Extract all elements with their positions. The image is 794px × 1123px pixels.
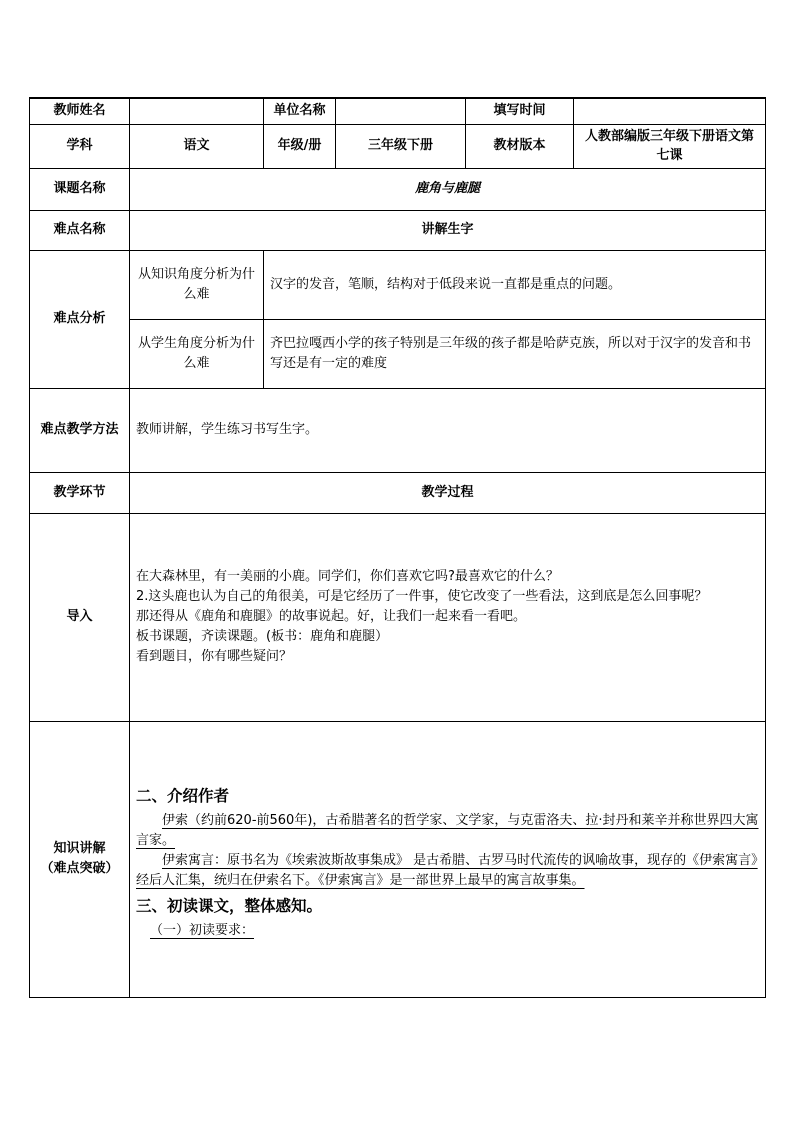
analysis-label: 难点分析 (30, 250, 130, 388)
fill-time-value[interactable] (574, 98, 766, 124)
knowledge-content (130, 721, 766, 997)
intro-line-1: 在大森林里，有一美丽的小鹿。同学们，你们喜欢它吗?最喜欢它的什么？ (136, 569, 559, 584)
section3-title: 三、初读课文，整体感知。 (136, 897, 323, 915)
lesson-plan-table (29, 97, 766, 998)
intro-line-4: 板书课题，齐读课题。(板书：鹿角和鹿腿） (136, 629, 389, 644)
stage-label: 教学环节 (30, 472, 130, 513)
row-lesson-name (30, 168, 766, 210)
intro-line-5: 看到题目，你有哪些疑问？ (136, 649, 293, 664)
difficulty-value: 讲解生字 (130, 210, 766, 250)
fill-time-label: 填写时间 (466, 98, 574, 124)
intro-line-3: 那还得从《鹿角和鹿腿》的故事说起。好，让我们一起来看一看吧。 (136, 609, 527, 624)
row-knowledge (30, 721, 766, 997)
intro-label: 导入 (30, 513, 130, 721)
row-subject-info (30, 124, 766, 168)
unit-label: 单位名称 (264, 98, 336, 124)
section2-title: 二、介绍作者 (136, 787, 230, 805)
reading-requirement-text: （一）初读要求： (150, 923, 255, 938)
row-process-header (30, 472, 766, 513)
knowledge-angle-label: 从知识角度分析为什么难 (130, 250, 264, 319)
knowledge-label-line1: 知识讲解 (53, 841, 106, 856)
knowledge-angle-text: 汉字的发音，笔顺，结构对于低段来说一直都是重点的问题。 (264, 250, 766, 319)
row-teacher-info (30, 98, 766, 124)
difficulty-label: 难点名称 (30, 210, 130, 250)
author-paragraph: 伊索（约前620-前560年)，古希腊著名的哲学家、文学家，与克雷洛夫、拉·封丹和莱辛并称世界四大寓言家。 (136, 813, 759, 848)
student-angle-label: 从学生角度分析为什么难 (130, 319, 264, 388)
subject-label: 学科 (30, 124, 130, 168)
intro-content (130, 513, 766, 721)
student-angle-text: 齐巴拉嘎西小学的孩子特别是三年级的孩子都是哈萨克族，所以对于汉字的发音和书写还是有一定的难度 (264, 319, 766, 388)
method-text: 教师讲解，学生练习书写生字。 (130, 388, 766, 472)
teacher-name-value[interactable] (130, 98, 264, 124)
aesop-paragraph: 伊索寓言：原书名为《埃索波斯故事集成》 是古希腊、古罗马时代流传的讽喻故事，现存的《伊索寓言》经后人汇集，统归在伊索名下。《伊索寓言》是一部世界上最早的寓言故事集。 (136, 853, 758, 888)
edition-value: 人教部编版三年级下册语文第七课 (574, 124, 766, 168)
method-label: 难点教学方法 (30, 388, 130, 472)
process-label: 教学过程 (130, 472, 766, 513)
reading-requirement (136, 921, 759, 941)
lesson-label: 课题名称 (30, 168, 130, 210)
teacher-name-label: 教师姓名 (30, 98, 130, 124)
grade-label: 年级/册 (264, 124, 336, 168)
row-difficulty-name (30, 210, 766, 250)
knowledge-label (30, 721, 130, 997)
subject-value: 语文 (130, 124, 264, 168)
knowledge-label-line2: （难点突破） (40, 861, 119, 876)
row-intro (30, 513, 766, 721)
row-analysis-student (30, 319, 766, 388)
grade-value: 三年级下册 (336, 124, 466, 168)
edition-label: 教材版本 (466, 124, 574, 168)
row-method (30, 388, 766, 472)
row-analysis-knowledge (30, 250, 766, 319)
intro-line-2: 2.这头鹿也认为自己的角很美，可是它经历了一件事，使它改变了一些看法，这到底是怎么回事呢？ (136, 589, 708, 604)
unit-value[interactable] (336, 98, 466, 124)
lesson-value: 鹿角与鹿腿 (130, 168, 766, 210)
